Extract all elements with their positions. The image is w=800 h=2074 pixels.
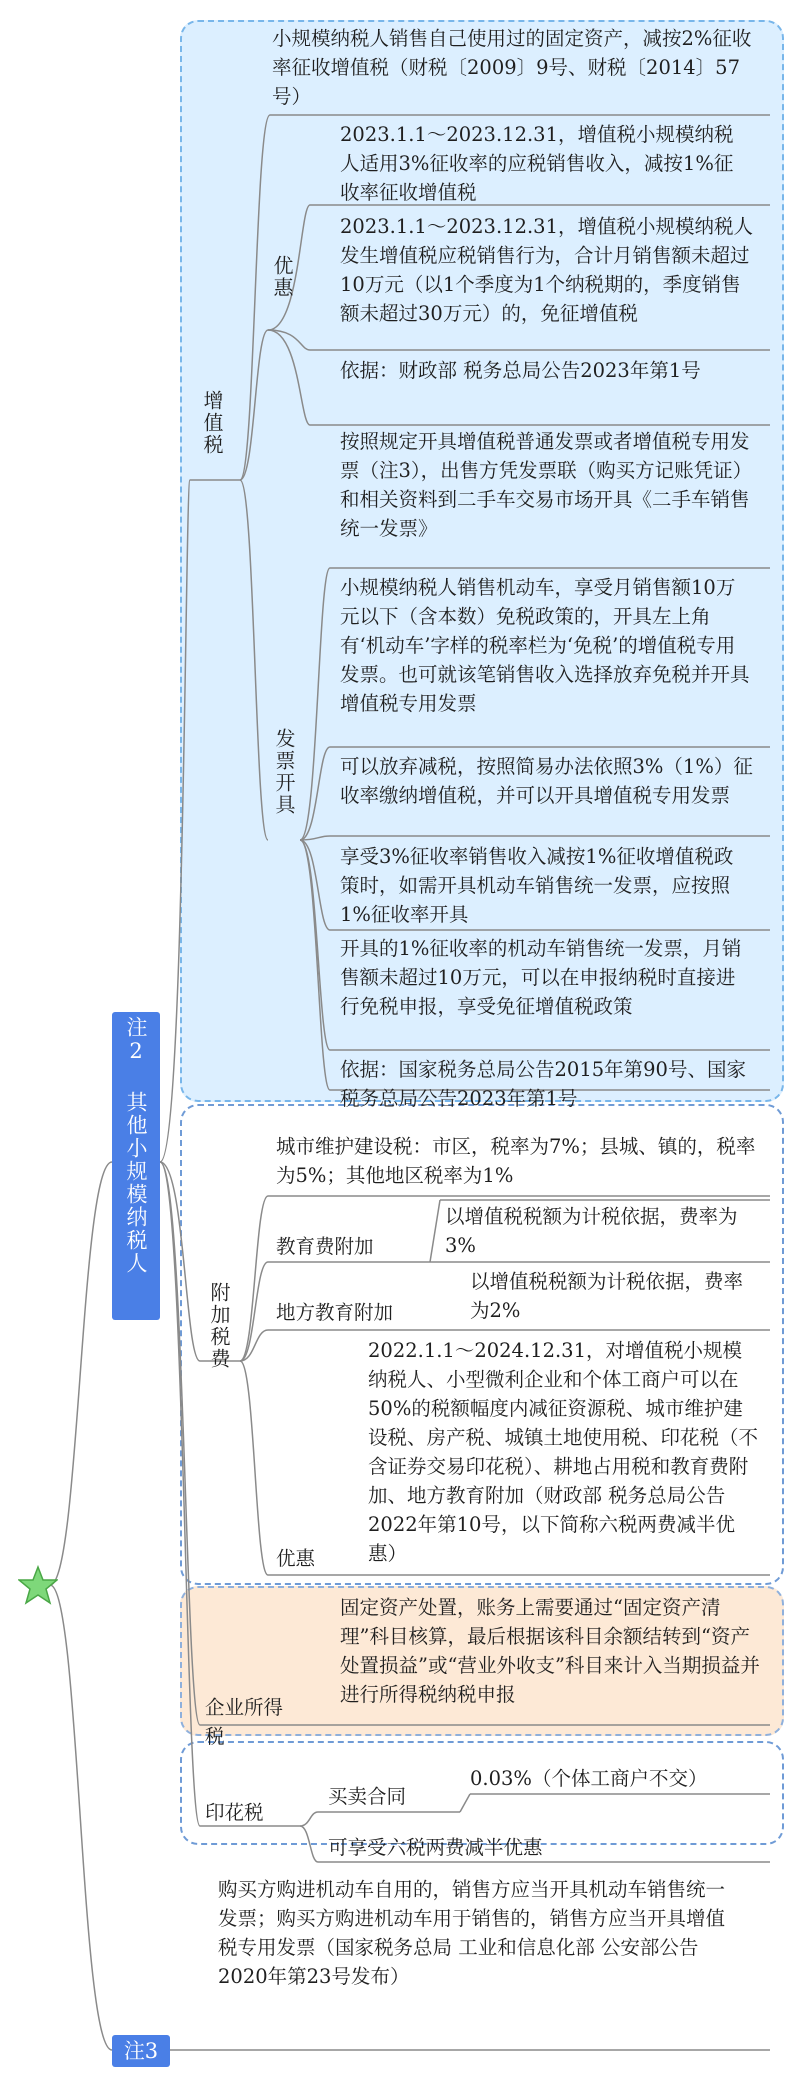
stamp-contract-text: 0.03%（个体工商户不交）	[470, 1767, 708, 1790]
stamp-label: 印花税	[205, 1801, 264, 1824]
note3-text: 购买方购进机动车自用的，销售方应当开具机动车销售统一发票；购买方购进机动车用于销售的，销售方应当开具增值税专用发票（国家税务总局 工业和信息化部 公安部公告2020年第23号发布）	[218, 1878, 726, 1988]
vat-preferential-label: 优惠	[270, 255, 294, 299]
surtax-local-edu-text: 以增值税税额为计税依据，费率为2%	[470, 1270, 744, 1322]
note3-label: 注3	[123, 2039, 159, 2063]
surtax-city-text: 城市维护建设税：市区，税率为7%；县城、镇的，税率为5%；其他地区税率为1%	[276, 1135, 756, 1187]
surtax-edu-label: 教育费附加	[276, 1235, 374, 1258]
star-icon	[18, 1565, 58, 1605]
surtax-local-edu-label: 地方教育附加	[276, 1301, 394, 1324]
vat-label: 增值税	[200, 390, 224, 456]
vat-invoice-item-2: 小规模纳税人销售机动车，享受月销售额10万元以下（含本数）免税政策的，开具左上角有‘机动车’字样的税率栏为‘免税’的增值税专用发票。也可就该笔销售收入选择放弃免税并开具增值税专用发票	[340, 576, 750, 715]
note2-box[interactable]	[112, 1012, 160, 1320]
cit-label: 企业所得税	[205, 1696, 284, 1748]
vat-pref-item-1: 2023.1.1～2023.12.31，增值税小规模纳税人适用3%征收率的应税销售收入，减按1%征收率征收增值税	[340, 123, 734, 204]
note2-label: 注2 其他小规模纳税人	[124, 1016, 148, 1275]
vat-pref-item-2: 2023.1.1～2023.12.31，增值税小规模纳税人发生增值税应税销售行为，合计月销售额未超过10万元（以1个季度为1个纳税期的，季度销售额未超过30万元）的，免征增值税	[340, 215, 753, 325]
stamp-contract-label: 买卖合同	[328, 1785, 407, 1808]
cit-text: 固定资产处置，账务上需要通过“固定资产清理”科目核算，最后根据该科目余额结转到“资产处置损益”或“营业外收支”科目来计入当期损益并进行所得税纳税申报	[340, 1596, 760, 1706]
vat-invoice-item-5: 开具的1%征收率的机动车销售统一发票，月销售额未超过10万元，可以在申报纳税时直接进行免税申报，享受免征增值税政策	[340, 937, 742, 1018]
vat-invoice-item-1: 按照规定开具增值税普通发票或者增值税专用发票（注3），出售方凭发票联（购买方记账凭证）和相关资料到二手车交易市场开具《二手车销售统一发票》	[340, 430, 750, 540]
stamp-pref-text: 可享受六税两费减半优惠	[328, 1836, 543, 1859]
vat-top-text: 小规模纳税人销售自己使用过的固定资产，减按2%征收率征收增值税（财税〔2009〕9号、财税〔2014〕57号）	[272, 27, 752, 108]
note3-box[interactable]	[112, 2035, 170, 2067]
surtax-edu-text: 以增值税税额为计税依据，费率为3%	[445, 1205, 738, 1257]
surtax-label: 附加税费	[207, 1282, 231, 1370]
vat-invoice-item-6: 依据：国家税务总局公告2015年第90号、国家税务总局公告2023年第1号	[340, 1058, 746, 1110]
surtax-pref-text: 2022.1.1～2024.12.31，对增值税小规模纳税人、小型微利企业和个体工商户可以在50%的税额幅度内减征资源税、城市维护建设税、房产税、城镇土地使用税、印花税（不含证券交易印花税）、耕地占用税和教育费附加、地方教育附加（财政部 税务总局公告2022年第10号，以下简称六税两费减半优惠）	[368, 1339, 759, 1565]
vat-invoice-item-4: 享受3%征收率销售收入减按1%征收增值税政策时，如需开具机动车销售统一发票，应按照1%征收率开具	[340, 845, 734, 926]
vat-invoice-label: 发票开具	[272, 728, 296, 816]
vat-pref-item-3: 依据：财政部 税务总局公告2023年第1号	[340, 359, 701, 382]
surtax-pref-label: 优惠	[276, 1547, 316, 1570]
vat-invoice-item-3: 可以放弃减税，按照简易办法依照3%（1%）征收率缴纳增值税，并可以开具增值税专用发票	[340, 755, 753, 807]
